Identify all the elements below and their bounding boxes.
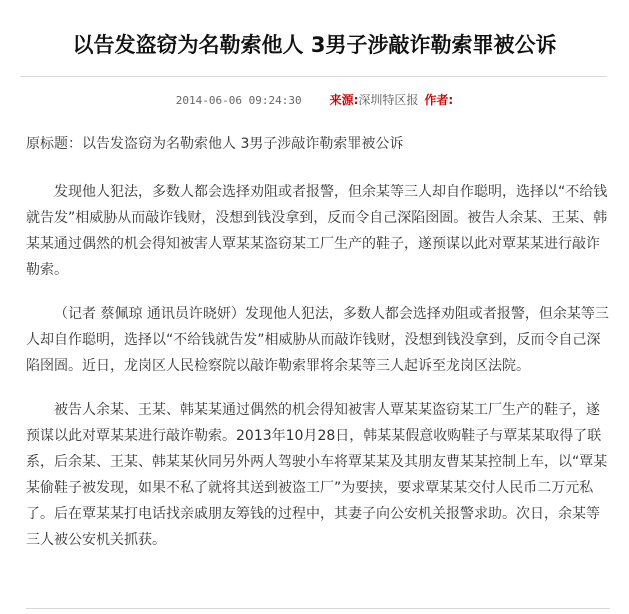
article-meta [0,91,629,110]
original-title: 原标题：以告发盗窃为名勒索他人 3男子涉敲诈勒索罪被公诉 [26,136,404,152]
body-paragraph: 发现他人犯法，多数人都会选择劝阻或者报警，但余某等三人却自作聪明，选择以“不给钱就告发”相威胁从而敲诈钱财，没想到钱没拿到，反而令自己深陷囹圄。被告人余某、王某、韩某某通过偶然的机会得知被害人覃某某盗窃某工厂生产的鞋子，遂预谋以此对覃某某进行敲诈勒索。 [26,184,608,278]
article-body [26,131,610,571]
body-paragraph: （记者 蔡佩琼 通讯员许晓妍）发现他人犯法，多数人都会选择劝阻或者报警，但余某等三人却自作聪明，选择以“不给钱就告发”相威胁从而敲诈钱财，没想到钱没拿到，反而令自己深陷囹圄。近日，龙岗区人民检察院以敲诈勒索罪将余某等三人起诉至龙岗区法院。 [26,306,609,374]
source-label: 来源: [329,93,359,107]
author-label: 作者: [424,93,454,107]
body-paragraph: 被告人余某、王某、韩某某通过偶然的机会得知被害人覃某某盗窃某工厂生产的鞋子，遂预谋以此对覃某某进行敲诈勒索。2013年10月28日，韩某某假意收购鞋子与覃某某取得了联系，后余某、王某、韩某某伙同另外两人驾驶小车将覃某某及其朋友曹某某控制上车，以“覃某某偷鞋子被发现，如果不私了就将其送到被盗工厂”为要挟，要求覃某某交付人民币二万元私了。后在覃某某打电话找亲戚朋友筹钱的过程中，其妻子向公安机关报警求助。次日，余某等三人被公安机关抓获。 [26,402,608,548]
source-link[interactable]: 深圳特区报 [358,93,419,107]
footer-divider [26,608,610,609]
publish-datetime: 2014-06-06 09:24:30 [175,94,302,107]
article-title: 以告发盗窃为名勒索他人 3男子涉敲诈勒索罪被公诉 [72,33,557,57]
title-divider [20,76,607,77]
